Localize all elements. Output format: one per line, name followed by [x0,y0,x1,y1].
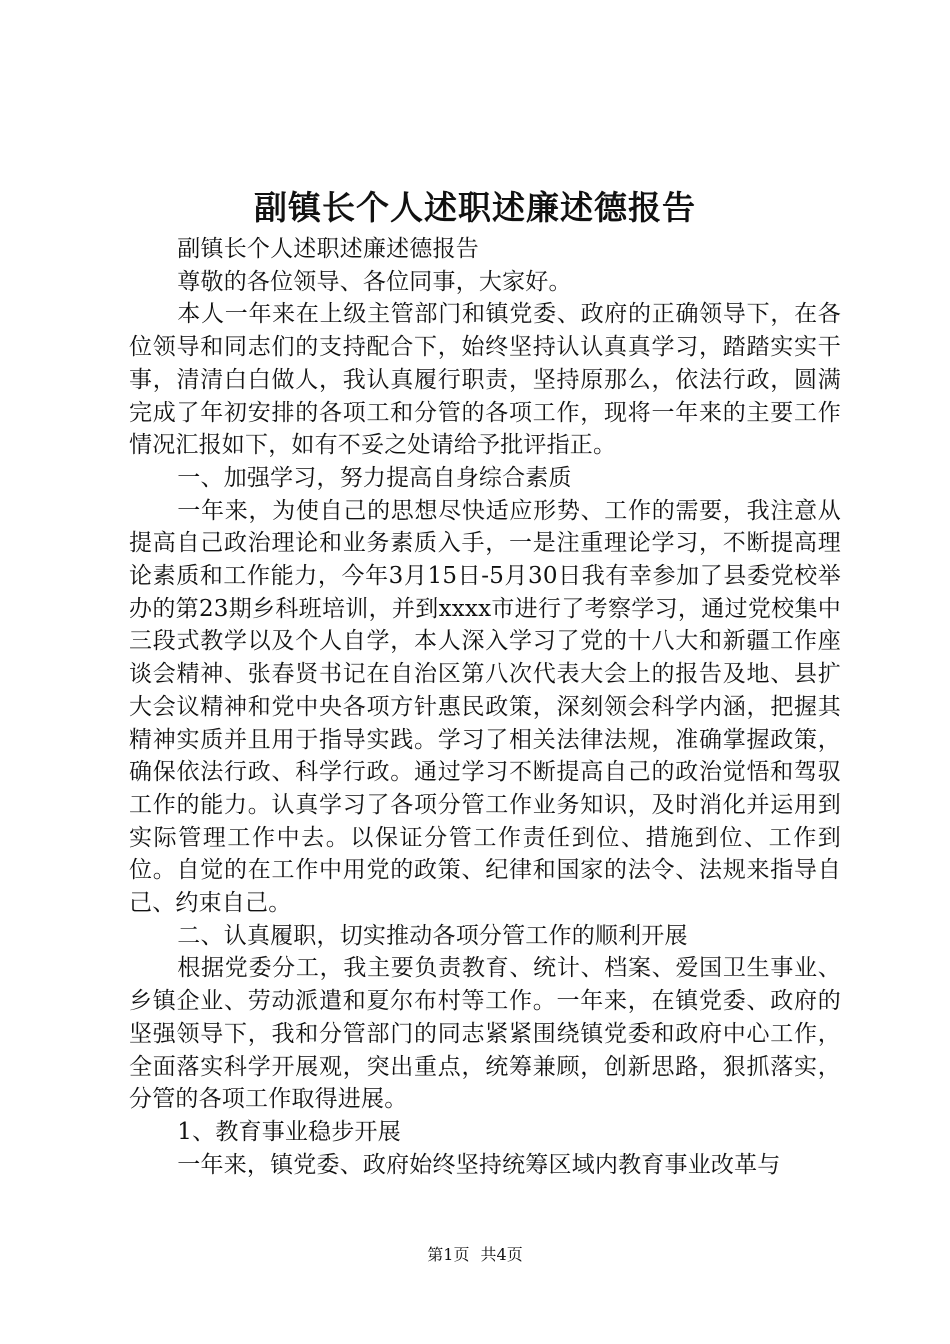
section-heading-2: 二、认真履职，切实推动各项分管工作的顺利开展 [177,922,688,949]
paragraph-education: 一年来，镇党委、政府始终坚持统筹区域内教育事业改革与 [177,1151,781,1178]
paragraph-study: 一年来，为使自己的思想尽快适应形势、工作的需要，我注意从提高自己政治理论和业务素质入手，一是注重理论学习，不断提高理论素质和工作能力，今年3月15日-5月30日我有幸参加了县委党校举办的第23期乡科班培训，并到xxxx市进行了考察学习，通过党校集中三段式教学以及个人自学，本人深入学习了党的十八大和新疆工作座谈会精神、张春贤书记在自治区第八次代表大会上的报告及地、县扩大会议精神和党中央各项方针惠民政策，深刻领会科学内涵，把握其精神实质并且用于指导实践。学习了相关法律法规，准确掌握政策，确保依法行政、科学行政。通过学习不断提高自己的政治觉悟和驾驭工作的能力。认真学习了各项分管工作业务知识，及时消化并运用到实际管理工作中去。以保证分管工作责任到位、措施到位、工作到位。自觉的在工作中用党的政策、纪律和国家的法令、法规来指导自己、约束自己。 [129,497,841,917]
paragraph-duties: 根据党委分工，我主要负责教育、统计、档案、爱国卫生事业、乡镇企业、劳动派遣和夏尔布村等工作。一年来，在镇党委、政府的坚强领导下，我和分管部门的同志紧紧围绕镇党委和政府中心工作，全面落实科学开展观，突出重点，统筹兼顾，创新思路，狠抓落实，分管的各项工作取得进展。 [129,955,841,1113]
subsection-heading-1: 1、教育事业稳步开展 [177,1118,401,1145]
paragraph-greeting: 尊敬的各位领导、各位同事，大家好。 [177,268,572,295]
page-total: 共4页 [480,1245,523,1264]
section-heading-1: 一、加强学习，努力提高自身综合素质 [177,464,572,491]
paragraph-subtitle: 副镇长个人述职述廉述德报告 [177,236,479,262]
document-title: 副镇长个人述职述廉述德报告 [254,188,696,227]
paragraph-intro: 本人一年来在上级主管部门和镇党委、政府的正确领导下，在各位领导和同志们的支持配合下，始终坚持认认真真学习，踏踏实实干事，清清白白做人，我认真履行职责，坚持原那么，依法行政，圆满完成了年初安排的各项工和分管的各项工作，现将一年来的主要工作情况汇报如下，如有不妥之处请给予批评指正。 [129,301,841,459]
page-number: 第1页 [427,1245,470,1264]
page-footer [0,1245,950,1265]
document-body [129,233,841,1181]
